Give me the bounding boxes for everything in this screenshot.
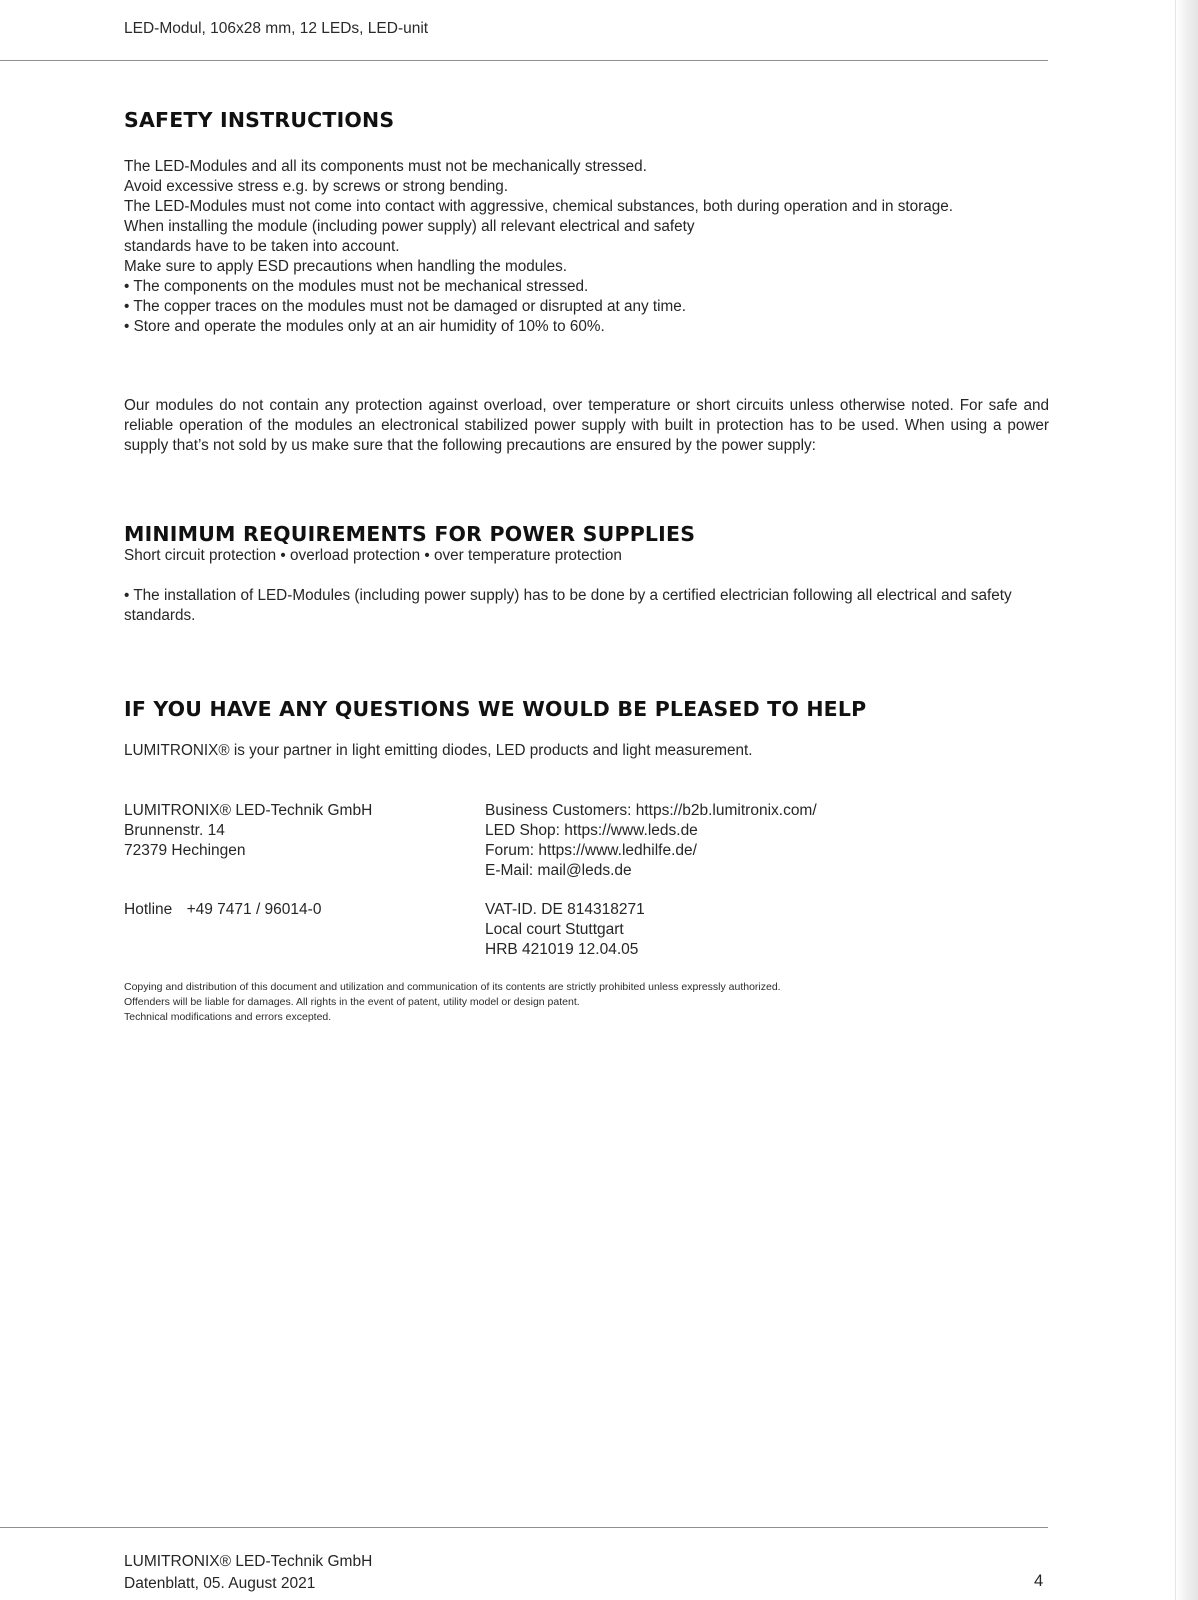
footer-company: LUMITRONIX® LED-Technik GmbH [124, 1553, 373, 1570]
page-footer [124, 1551, 372, 1595]
safety-bullet: • Store and operate the modules only at an air humidity of 10% to 60%. [124, 318, 605, 335]
local-court: Local court Stuttgart [485, 921, 624, 938]
company-address [124, 801, 372, 861]
hotline-label: Hotline [124, 901, 173, 918]
contact-heading: IF YOU HAVE ANY QUESTIONS WE WOULD BE PLEASED TO HELP [124, 697, 867, 721]
legal-line: Technical modifications and errors excepted. [124, 1011, 332, 1023]
safety-line: When installing the module (including power supply) all relevant electrical and safety [124, 218, 695, 235]
email-link[interactable]: E-Mail: mail@leds.de [485, 862, 632, 879]
forum-link[interactable]: Forum: https://www.ledhilfe.de/ [485, 842, 697, 859]
hotline-number: +49 7471 / 96014-0 [186, 901, 322, 918]
safety-heading: SAFETY INSTRUCTIONS [124, 108, 395, 132]
vat-id: VAT-ID. DE 814318271 [485, 901, 645, 918]
document-header-title: LED-Modul, 106x28 mm, 12 LEDs, LED-unit [124, 20, 429, 37]
hotline [124, 900, 321, 920]
overload-paragraph: Our modules do not contain any protection against overload, over temperature or short circuits unless otherwise noted. For safe and reliable operation of the modules an electronical stabilized power supply with built in protection has to be used. When using a power supply that’s not sold by us make sure that the following precautions are ensured by the power supply: [124, 397, 1049, 454]
footer-date: Datenblatt, 05. August 2021 [124, 1575, 316, 1592]
hrb-number: HRB 421019 12.04.05 [485, 941, 639, 958]
page-number: 4 [1034, 1572, 1044, 1590]
online-contacts [485, 801, 817, 881]
power-requirements: Short circuit protection • overload protection • over temperature protection [124, 547, 622, 564]
safety-line: The LED-Modules must not come into contact with aggressive, chemical substances, both during operation and in storage. [124, 198, 954, 215]
contact-intro: LUMITRONIX® is your partner in light emitting diodes, LED products and light measurement. [124, 742, 753, 759]
header-divider [0, 60, 1048, 61]
led-shop-link[interactable]: LED Shop: https://www.leds.de [485, 822, 698, 839]
address-line: Brunnenstr. 14 [124, 822, 225, 839]
viewer-scroll-edge[interactable] [1175, 0, 1198, 1600]
power-supply-heading: MINIMUM REQUIREMENTS FOR POWER SUPPLIES [124, 522, 696, 546]
safety-bullet: • The copper traces on the modules must not be damaged or disrupted at any time. [124, 298, 687, 315]
installation-note: • The installation of LED-Modules (including power supply) has to be done by a certified electrician following all electrical and safety standards. [124, 587, 1012, 624]
address-line: LUMITRONIX® LED-Technik GmbH [124, 802, 373, 819]
business-customers-link[interactable]: Business Customers: https://b2b.lumitronix.com/ [485, 802, 817, 819]
registry-info [485, 900, 645, 960]
legal-line: Offenders will be liable for damages. All rights in the event of patent, utility model or design patent. [124, 996, 580, 1008]
safety-line: standards have to be taken into account. [124, 238, 400, 255]
safety-line: The LED-Modules and all its components must not be mechanically stressed. [124, 158, 647, 175]
legal-line: Copying and distribution of this document and utilization and communication of its contents are strictly prohibited unless expressly authorized. [124, 981, 781, 993]
footer-divider [0, 1527, 1048, 1528]
safety-bullet: • The components on the modules must not be mechanical stressed. [124, 278, 589, 295]
safety-line: Avoid excessive stress e.g. by screws or strong bending. [124, 178, 509, 195]
legal-notice [124, 980, 781, 1025]
address-line: 72379 Hechingen [124, 842, 246, 859]
safety-line: Make sure to apply ESD precautions when handling the modules. [124, 258, 568, 275]
safety-instructions [124, 157, 1049, 337]
